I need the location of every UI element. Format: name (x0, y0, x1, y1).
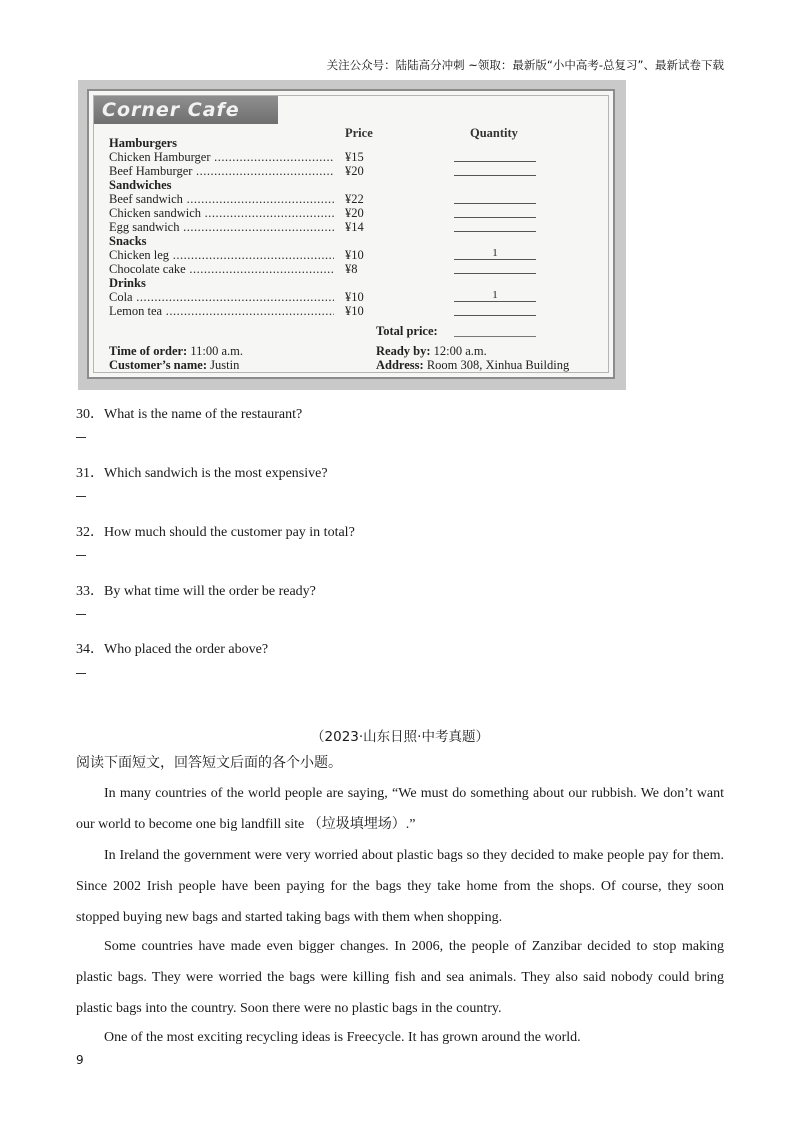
menu-item (109, 290, 609, 304)
time-of-order: Time of order: 11:00 a.m. (109, 344, 243, 358)
category-label: Hamburgers (109, 136, 178, 150)
item-price: ¥15 (345, 150, 364, 164)
question-34: 34．Who placed the order above? (76, 642, 269, 657)
category-label: Snacks (109, 234, 147, 248)
item-quantity (454, 150, 536, 162)
item-name: Cola ..... (109, 290, 334, 304)
menu-category (109, 276, 609, 290)
category-label: Sandwiches (109, 178, 172, 192)
question-33: 33．By what time will the order be ready? (76, 584, 316, 599)
item-price: ¥10 (345, 290, 364, 304)
menu-category (109, 136, 609, 150)
menu-image (78, 80, 626, 390)
menu-item (109, 304, 609, 318)
item-quantity: 1 (454, 248, 536, 260)
item-price: ¥8 (345, 262, 358, 276)
item-quantity (454, 262, 536, 274)
address: Address: Room 308, Xinhua Building (376, 358, 570, 372)
paragraph-1: In many countries of the world people are saying, “We must do something about our rubbish. We don’t want our world to become one big landfill site （垃圾填埋场）.” (76, 786, 724, 832)
item-name: Beef sandwich ..... (109, 192, 334, 206)
total-price-blank (454, 324, 536, 337)
ready-by: Ready by: 12:00 a.m. (376, 344, 487, 358)
menu-item (109, 192, 609, 206)
answer-blank-30[interactable] (76, 437, 86, 438)
quantity-header: Quantity (470, 126, 518, 140)
menu-item (109, 248, 609, 262)
menu-category (109, 234, 609, 248)
item-name: Chicken sandwich ..... (109, 206, 334, 220)
item-name: Chicken Hamburger ..... (109, 150, 334, 164)
menu-category (109, 178, 609, 192)
item-price: ¥22 (345, 192, 364, 206)
question-30: 30．What is the name of the restaurant? (76, 407, 303, 422)
page-header: 关注公众号：陆陆高分冲刺 ~领取：最新版“小中高考-总复习”、最新试卷下载 (326, 58, 724, 72)
item-quantity (454, 220, 536, 232)
total-price-label: Total price: (376, 324, 438, 338)
item-quantity (454, 206, 536, 218)
menu-item (109, 164, 609, 178)
item-price: ¥10 (345, 304, 364, 318)
item-name: Lemon tea ..... (109, 304, 334, 318)
item-name: Chicken leg ..... (109, 248, 334, 262)
item-quantity (454, 192, 536, 204)
item-price: ¥20 (345, 206, 364, 220)
menu-card (87, 89, 615, 379)
menu-items (109, 136, 609, 318)
menu-item (109, 262, 609, 276)
answer-blank-32[interactable] (76, 555, 86, 556)
item-quantity: 1 (454, 290, 536, 302)
paragraph-3: Some countries have made even bigger changes. In 2006, the people of Zanzibar decided to stop making plastic bags. They were worried the bags were killing fish and sea animals. They also said nobody could bring plastic bags into the country. Soon there were no plastic bags in the country. (76, 939, 724, 1016)
question-32: 32．How much should the customer pay in total? (76, 525, 355, 540)
answer-blank-31[interactable] (76, 496, 86, 497)
answer-blank-34[interactable] (76, 673, 86, 674)
item-name: Chocolate cake ..... (109, 262, 334, 276)
category-label: Drinks (109, 276, 146, 290)
item-price: ¥10 (345, 248, 364, 262)
menu-item (109, 206, 609, 220)
item-name: Beef Hamburger ..... (109, 164, 334, 178)
question-31: 31．Which sandwich is the most expensive? (76, 466, 328, 481)
menu-item (109, 150, 609, 164)
reading-instruction: 阅读下面短文，回答短文后面的各个小题。 (76, 755, 342, 771)
answer-blank-33[interactable] (76, 614, 86, 615)
cafe-name: Corner Cafe (94, 96, 278, 124)
item-price: ¥14 (345, 220, 364, 234)
item-price: ¥20 (345, 164, 364, 178)
customer-name: Customer’s name: Justin (109, 358, 240, 372)
item-quantity (454, 164, 536, 176)
item-quantity (454, 304, 536, 316)
page-number: 9 (76, 1053, 84, 1067)
item-name: Egg sandwich ..... (109, 220, 334, 234)
paragraph-2: In Ireland the government were very worried about plastic bags so they decided to make people pay for them. Since 2002 Irish people have been paying for the bags they take home from the shops. Of course, they soon stopped buying new bags and started taking bags with them when shopping. (76, 848, 724, 925)
paragraph-4: One of the most exciting recycling ideas is Freecycle. It has grown around the world. (104, 1030, 581, 1045)
exam-source: （2023·山东日照·中考真题） (311, 729, 489, 745)
price-header: Price (345, 126, 373, 140)
menu-item (109, 220, 609, 234)
